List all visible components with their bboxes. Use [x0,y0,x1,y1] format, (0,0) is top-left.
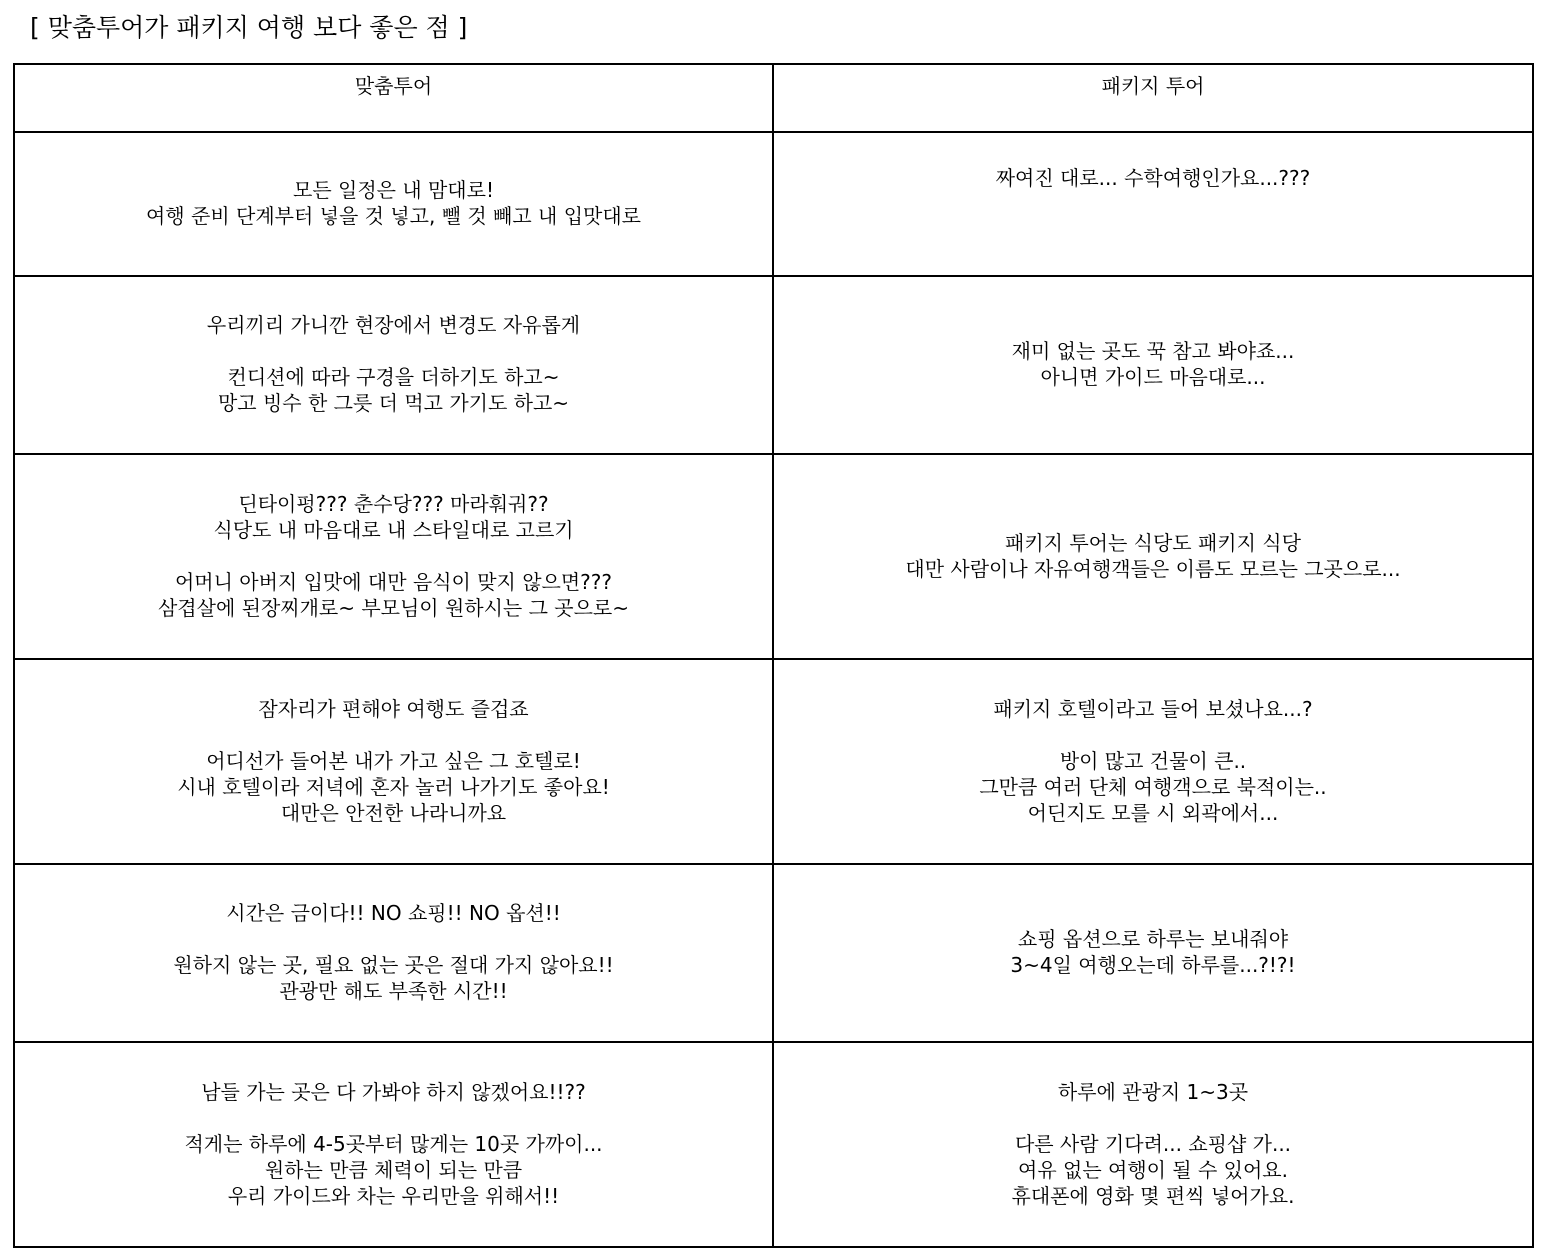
cell-text-line: 식당도 내 마음대로 내 스타일대로 고르기 [213,517,574,542]
cell-text-line: 딘타이펑??? 춘수당??? 마라훠궈?? [238,491,549,516]
package-tour-cell [773,864,1533,1042]
comparison-table [13,63,1534,1248]
cell-text-line: 어디선가 들어본 내가 가고 싶은 그 호텔로! [206,748,581,773]
cell-text-line: 재미 없는 곳도 꾹 참고 봐야죠... [1011,339,1295,363]
custom-tour-cell [14,276,773,454]
package-tour-cell [773,132,1533,276]
cell-text-line: 하루에 관광지 1~3곳 [1057,1079,1249,1104]
cell-text-line: 다른 사람 기다려... 쇼핑샵 가... [1014,1131,1292,1156]
table-row-restaurants [14,454,1533,659]
cell-text-line: 시내 호텔이라 저녁에 혼자 놀러 나가기도 좋아요! [177,774,610,799]
table-row-schedule [14,132,1533,276]
column-header-custom-tour: 맞춤투어 [14,64,773,132]
cell-text-line: 컨디션에 따라 구경을 더하기도 하고~ [227,365,560,389]
cell-text-line: 남들 가는 곳은 다 가봐야 하지 않겠어요!!?? [201,1079,586,1104]
cell-text-line: 우리 가이드와 차는 우리만을 위해서!! [227,1183,560,1208]
cell-text-line: 어딘지도 모를 시 외곽에서... [1027,800,1279,825]
cell-text-line: 원하는 만큼 체력이 되는 만큼 [264,1157,523,1182]
cell-text-line: 패키지 투어는 식당도 패키지 식당 [1005,530,1301,555]
cell-text-line: 휴대폰에 영화 몇 편씩 넣어가요. [1011,1183,1295,1208]
cell-text-line: 그만큼 여러 단체 여행객으로 북적이는.. [979,774,1327,799]
cell-text-line: 짜여진 대로... 수학여행인가요...??? [995,166,1311,190]
cell-text-line: 여유 없는 여행이 될 수 있어요. [1018,1157,1288,1182]
cell-text-line: 아니면 가이드 마음대로... [1040,365,1266,389]
cell-text-line: 적게는 하루에 4-5곳부터 많게는 10곳 가까이... [184,1131,603,1156]
cell-text-line: 관광만 해도 부족한 시간!! [279,979,508,1003]
table-header-row [14,64,1533,132]
cell-text-line: 모든 일정은 내 맘대로! [293,178,494,202]
table-row-sightseeing [14,1042,1533,1247]
cell-text-line: 시간은 금이다!! NO 쇼핑!! NO 옵션!! [226,901,561,925]
cell-text-line: 우리끼리 가니깐 현장에서 변경도 자유롭게 [206,313,581,337]
table-row-hotels [14,659,1533,864]
package-tour-cell [773,276,1533,454]
cell-text-line: 원하지 않는 곳, 필요 없는 곳은 절대 가지 않아요!! [173,953,614,977]
column-header-package-tour: 패키지 투어 [773,64,1533,132]
package-tour-cell [773,659,1533,864]
custom-tour-cell [14,454,773,659]
cell-text-line: 잠자리가 편해야 여행도 즐겁죠 [258,696,529,721]
custom-tour-cell [14,864,773,1042]
custom-tour-cell [14,1042,773,1247]
cell-text-line: 대만은 안전한 나라니까요 [280,800,507,825]
cell-text-line: 삼겹살에 된장찌개로~ 부모님이 원하시는 그 곳으로~ [157,595,630,620]
cell-text-line: 방이 많고 건물이 큰.. [1059,748,1247,773]
package-tour-cell [773,454,1533,659]
custom-tour-cell [14,659,773,864]
page-title: [ 맞춤투어가 패키지 여행 보다 좋은 점 ] [30,13,468,42]
cell-text-line: 3~4일 여행오는데 하루를...?!?! [1010,953,1296,977]
cell-text-line: 여행 준비 단계부터 넣을 것 넣고, 뺄 것 빼고 내 입맛대로 [146,204,641,228]
table-row-shopping [14,864,1533,1042]
cell-text-line: 쇼핑 옵션으로 하루는 보내줘야 [1017,927,1289,951]
table-row-flexibility [14,276,1533,454]
cell-text-line: 대만 사람이나 자유여행객들은 이름도 모르는 그곳으로... [905,556,1401,581]
custom-tour-cell [14,132,773,276]
cell-text-line: 패키지 호텔이라고 들어 보셨나요...? [993,696,1313,721]
package-tour-cell [773,1042,1533,1247]
cell-text-line: 망고 빙수 한 그릇 더 먹고 가기도 하고~ [217,391,570,415]
cell-text-line: 어머니 아버지 입맛에 대만 음식이 맞지 않으면??? [174,569,613,594]
